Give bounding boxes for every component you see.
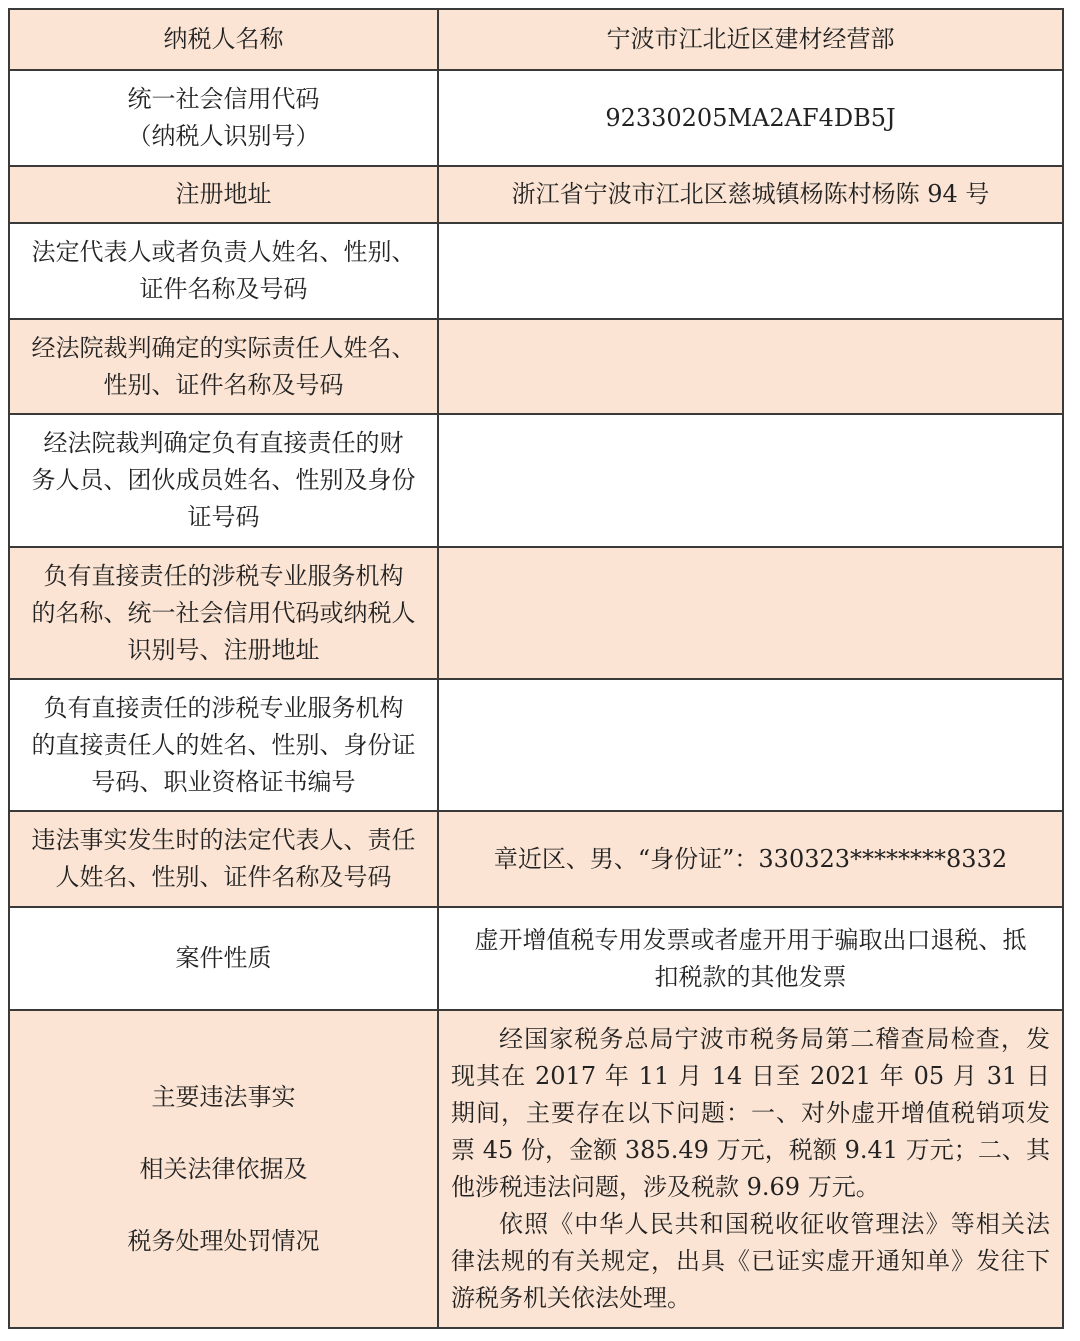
- label-text: 经法院裁判确定负有直接责任的财: [43, 429, 404, 457]
- label-text: 证件名称及号码: [139, 275, 308, 303]
- label-legal-representative: [9, 223, 438, 319]
- label-representative-at-violation: [9, 811, 438, 907]
- label-text: 主要违法事实: [151, 1083, 296, 1111]
- row-representative-at-violation: [9, 811, 1063, 907]
- label-violation-facts: [9, 1010, 438, 1328]
- label-text: 的名称、统一社会信用代码或纳税人: [31, 598, 416, 627]
- value-agency-responsible-person: [438, 679, 1063, 811]
- label-text: 证号码: [187, 503, 260, 531]
- label-financial-staff: [9, 414, 438, 547]
- label-case-nature: [9, 907, 438, 1010]
- value-taxpayer-name: 宁波市江北近区建材经营部: [438, 9, 1063, 70]
- value-case-nature: [438, 907, 1063, 1010]
- label-text: 人姓名、性别、证件名称及号码: [55, 863, 392, 891]
- value-text: 扣税款的其他发票: [654, 962, 847, 991]
- label-text: 法定代表人或者负责人姓名、性别、: [31, 238, 416, 266]
- label-text: 纳税人名称: [163, 25, 284, 53]
- row-financial-staff: [9, 414, 1063, 547]
- label-credit-code: [9, 70, 438, 166]
- label-text: 号码、职业资格证书编号: [91, 767, 356, 796]
- label-text: 注册地址: [175, 180, 272, 208]
- row-legal-representative: [9, 223, 1063, 319]
- row-agency-responsible-person: [9, 679, 1063, 811]
- label-text: 经法院裁判确定的实际责任人姓名、: [31, 333, 416, 362]
- value-representative-at-violation: 章近区、男、“身份证”：330323********8332: [438, 811, 1063, 907]
- value-legal-representative: [438, 223, 1063, 319]
- row-registered-address: [9, 166, 1063, 223]
- label-text: 负有直接责任的涉税专业服务机构: [43, 693, 404, 722]
- label-text: （纳税人识别号）: [127, 122, 320, 150]
- row-case-nature: [9, 907, 1063, 1010]
- row-violation-facts: [9, 1010, 1063, 1328]
- label-actual-responsible: [9, 319, 438, 414]
- label-text: 案件性质: [175, 944, 272, 972]
- value-tax-agency: [438, 547, 1063, 679]
- row-credit-code: [9, 70, 1063, 166]
- label-text: 相关法律依据及: [139, 1155, 308, 1183]
- value-text: 虚开增值税专用发票或者虚开用于骗取出口退税、抵: [474, 925, 1027, 954]
- value-financial-staff: [438, 414, 1063, 547]
- label-text: 务人员、团伙成员姓名、性别及身份: [31, 466, 416, 494]
- label-text: 识别号、注册地址: [127, 635, 320, 664]
- label-text: 的直接责任人的姓名、性别、身份证: [31, 730, 416, 759]
- tax-violation-disclosure-table: [8, 8, 1064, 1329]
- value-violation-facts: [438, 1010, 1063, 1328]
- label-agency-responsible-person: [9, 679, 438, 811]
- legal-basis-paragraph: 依照《中华人民共和国税收征收管理法》等相关法律法规的有关规定，出具《已证实虚开通知单》发往下游税务机关依法处理。: [451, 1210, 1050, 1312]
- row-actual-responsible: [9, 319, 1063, 414]
- row-taxpayer-name: [9, 9, 1063, 70]
- label-text: 统一社会信用代码: [127, 85, 320, 113]
- label-text: 税务处理处罚情况: [127, 1227, 320, 1255]
- value-credit-code: 92330205MA2AF4DB5J: [438, 70, 1063, 166]
- label-tax-agency: [9, 547, 438, 679]
- label-taxpayer-name: [9, 9, 438, 70]
- label-registered-address: [9, 166, 438, 223]
- label-text: 违法事实发生时的法定代表人、责任: [31, 826, 416, 854]
- facts-paragraph: 经国家税务总局宁波市税务局第二稽查局检查，发现其在 2017 年 11 月 14 日至 2021 年 05 月 31 日期间，主要存在以下问题：一、对外虚开增值税销项发票 45 份，金额 385.49 万元，税额 9.41 万元；二、其他涉税违法问题，涉及税款 9.69 万元。: [451, 1025, 1050, 1201]
- value-registered-address: 浙江省宁波市江北区慈城镇杨陈村杨陈 94 号: [438, 166, 1063, 223]
- row-tax-agency: [9, 547, 1063, 679]
- label-text: 负有直接责任的涉税专业服务机构: [43, 561, 404, 590]
- value-actual-responsible: [438, 319, 1063, 414]
- label-text: 性别、证件名称及号码: [103, 370, 344, 399]
